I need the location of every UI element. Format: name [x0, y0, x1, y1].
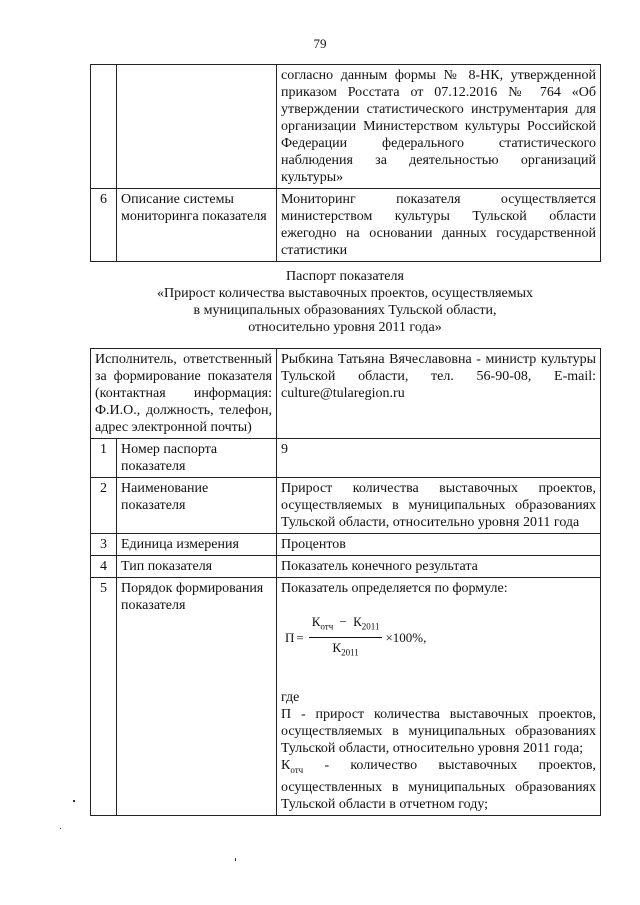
- formula-intro: Показатель определяется по формуле:: [281, 581, 508, 596]
- row-label: Тип показателя: [117, 556, 277, 578]
- where-label: где: [281, 690, 300, 706]
- k-symbol: К: [353, 614, 362, 629]
- row-value: Прирост количества выставочных проектов, осуществляемых в муниципальных образованиях Тульской области, относительно уровня 2011 года: [277, 478, 601, 534]
- passport-title-line: «Прирост количества выставочных проектов, осуществляемых: [157, 286, 533, 301]
- table-row: [91, 189, 601, 262]
- row-label-cell: [117, 65, 277, 189]
- scan-speck: [73, 800, 75, 802]
- table-row: [91, 478, 601, 534]
- k-subscript: отч: [320, 621, 334, 632]
- passport-title-line: относительно уровня 2011 года»: [248, 320, 442, 335]
- row-label: Наименование показателя: [117, 478, 277, 534]
- passport-table: [90, 348, 601, 816]
- table-row: [91, 556, 601, 578]
- formula-multiplier: ×100%,: [385, 629, 427, 645]
- formula-equals: =: [296, 629, 304, 645]
- k-subscript: 2011: [361, 621, 380, 632]
- row-label: Единица измерения: [117, 534, 277, 556]
- page-number: 79: [313, 36, 327, 51]
- row-number: 5: [91, 578, 117, 816]
- definition-k-otch-text: - количество выставочных проектов, осуществленных в муниципальных образованиях Тульской области в отчетном году;: [281, 758, 597, 812]
- row-label: Номер паспорта показателя: [117, 439, 277, 478]
- k-symbol: К: [311, 614, 321, 629]
- formula-fraction: [309, 613, 383, 661]
- k-subscript: 2011: [341, 647, 359, 658]
- formula-denominator: [332, 638, 358, 662]
- row-value: 9: [277, 439, 601, 478]
- k-subscript: отч: [290, 764, 304, 775]
- table-row: [91, 534, 601, 556]
- row-number: 4: [91, 556, 117, 578]
- definition-p: П - прирост количества выставочных проектов, осуществляемых в муниципальных образованиях Тульской области, относительно уровня 2011 года;: [281, 707, 597, 757]
- row-value: Процентов: [277, 534, 601, 556]
- scan-speck: [60, 828, 61, 829]
- row-label: Описание системы мониторинга показателя: [117, 189, 277, 262]
- executor-value: Рыбкина Татьяна Вячеславовна - министр культуры Тульской области, тел. 56-90-08, E-mail: culture@tularegion.ru: [277, 349, 601, 439]
- row-value: [277, 578, 601, 816]
- indicator-table-continued: [90, 64, 601, 262]
- row-number-cell: [91, 65, 117, 189]
- executor-label: Исполнитель, ответственный за формирование показателя (контактная информация: Ф.И.О., должность, телефон, адрес электронной почты): [91, 349, 277, 439]
- formula-numerator: [309, 613, 383, 638]
- table-row: [91, 439, 601, 478]
- continuation-text: согласно данным формы № 8-НК, утвержденной приказом Росстата от 07.12.2016 № 764 «Об утверждении статистического инструментария для организации Министерством культуры Российской Федерации федерального статистического наблюдения за деятельностью организаций культуры»: [277, 65, 601, 189]
- k-symbol: К: [281, 758, 291, 774]
- table-row: [91, 65, 601, 189]
- passport-title-line: в муниципальных образованиях Тульской области,: [193, 303, 497, 318]
- row-label: Порядок формирования показателя: [117, 578, 277, 816]
- passport-title-line: Паспорт показателя: [286, 269, 404, 284]
- row-value: Мониторинг показателя осуществляется министерством культуры Тульской области ежегодно на основании данных государственной статистики: [277, 189, 601, 262]
- row-number: 1: [91, 439, 117, 478]
- row-value: Показатель конечного результата: [277, 556, 601, 578]
- row-number: 3: [91, 534, 117, 556]
- table-row: [91, 349, 601, 439]
- formula-lhs: П: [285, 629, 295, 645]
- definition-k-otch: [281, 757, 596, 813]
- minus-sign: −: [339, 614, 347, 629]
- table-row: [91, 578, 601, 816]
- formula: [285, 613, 596, 661]
- scan-speck: [235, 858, 236, 861]
- row-number: 2: [91, 478, 117, 534]
- passport-title: [90, 268, 600, 336]
- row-number: 6: [91, 189, 117, 262]
- k-symbol: К: [332, 639, 342, 655]
